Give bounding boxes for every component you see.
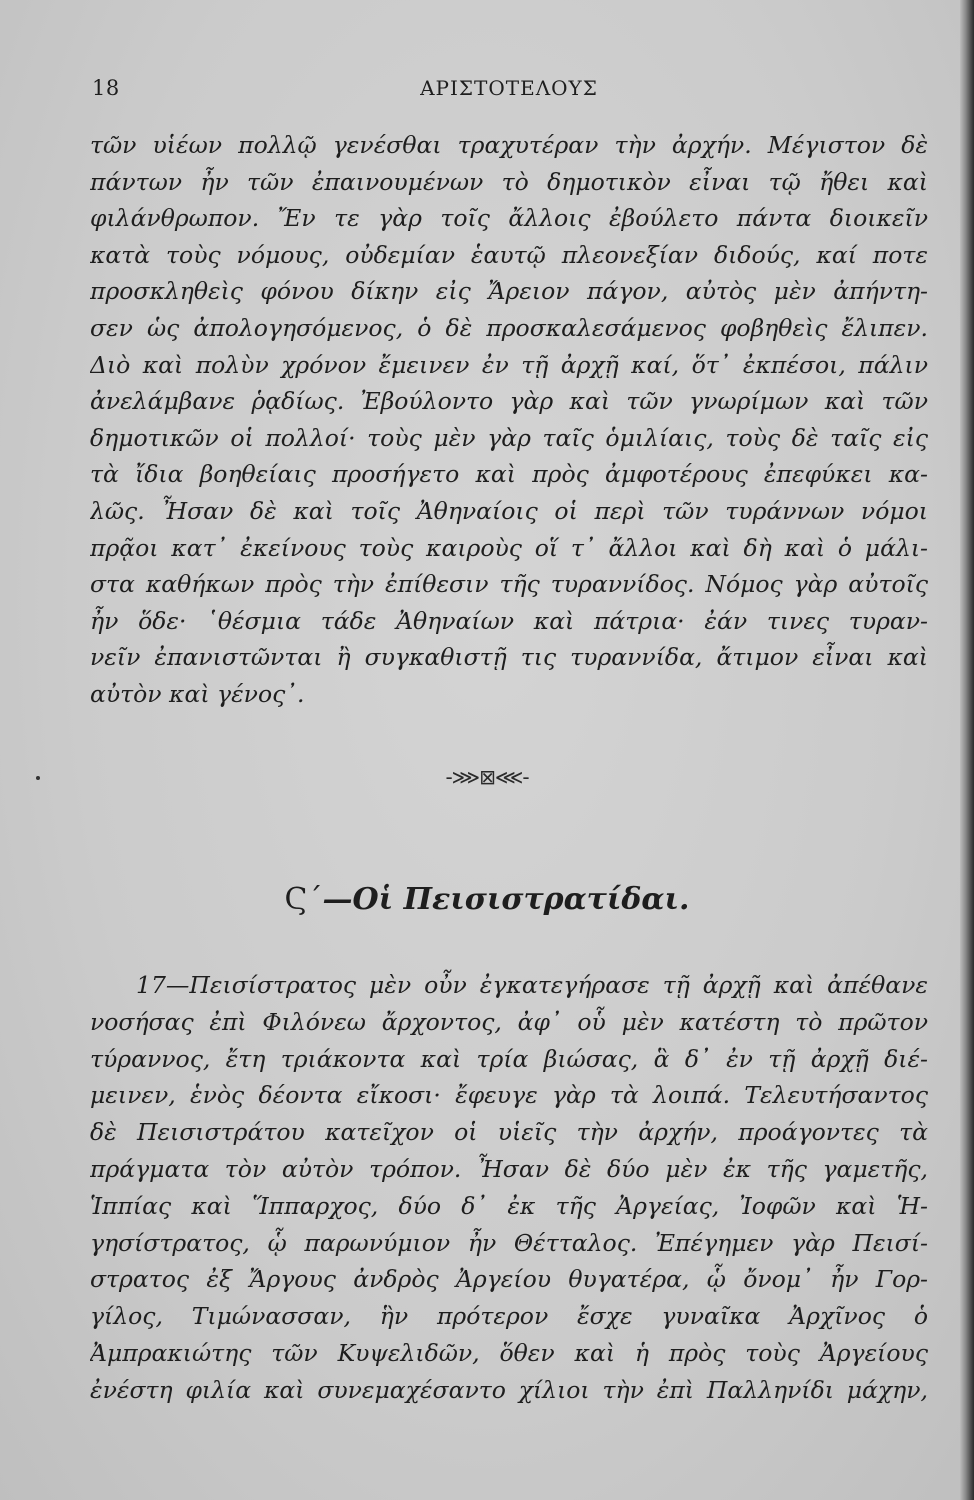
text-line: πάντων ἦν τῶν ἐπαινουμένων τὸ δημοτικὸν εἶναι τῷ ἤθει καὶ: [90, 167, 928, 196]
text-line: νοσήσας ἐπὶ Φιλόνεω ἄρχοντος, ἀφ᾽ οὗ μὲν κατέστη τὸ πρῶτον: [90, 1007, 928, 1036]
text-line: πρᾷοι κατ᾽ ἐκείνους τοὺς καιροὺς οἵ τ᾽ ἄλλοι καὶ δὴ καὶ ὁ μάλι-: [90, 533, 928, 562]
text-line: Ἱππίας καὶ Ἵππαρχος, δύο δ᾽ ἐκ τῆς Ἀργείας, Ἰοφῶν καὶ Ἡ-: [90, 1191, 928, 1220]
page-number: 18: [92, 76, 120, 100]
ornament-divider: -⋙⊠⋘-: [445, 765, 529, 789]
text-line: τὰ ἴδια βοηθείαις προσήγετο καὶ πρὸς ἀμφοτέρους ἐπεφύκει κα-: [90, 460, 928, 489]
running-title: ΑΡΙΣΤΟΤΕΛΟΥΣ: [420, 76, 598, 100]
text-line: ἀνελάμβανε ῥᾳδίως. Ἐβούλοντο γὰρ καὶ τῶν γνωρίμων καὶ τῶν: [90, 387, 928, 416]
text-line: Ἀμπρακιώτης τῶν Κυψελιδῶν, ὅθεν καὶ ἡ πρὸς τοὺς Ἀργείους: [90, 1338, 928, 1367]
text-line: Διὸ καὶ πολὺν χρόνον ἔμεινεν ἐν τῇ ἀρχῇ καί, ὅτ᾽ ἐκπέσοι, πάλιν: [90, 350, 928, 379]
paragraph-2: [90, 967, 928, 1409]
text-line: δημοτικῶν οἱ πολλοί· τοὺς μὲν γὰρ ταῖς ὁμιλίαις, τοὺς δὲ ταῖς εἰς: [90, 423, 928, 452]
section-title: Οἱ Πεισιστρατίδαι.: [352, 882, 690, 917]
section-numeral: Ϛ´: [284, 882, 323, 917]
text-line: στα καθήκων πρὸς τὴν ἐπίθεσιν τῆς τυραννίδος. Νόμος γὰρ αὐτοῖς: [90, 570, 928, 599]
text-line: δὲ Πεισιστράτου κατεῖχον οἱ υἱεῖς τὴν ἀρχήν, προάγοντες τὰ: [90, 1118, 928, 1147]
text-line: ἦν ὅδε· ῾θέσμια τάδε Ἀθηναίων καὶ πάτρια· ἐάν τινες τυραν-: [90, 606, 928, 635]
text-line: νεῖν ἐπανιστῶνται ἢ συγκαθιστῇ τις τυραννίδα, ἄτιμον εἶναι καὶ: [90, 643, 928, 672]
section-dash: —: [322, 882, 353, 917]
text-line: γίλος, Τιμώνασσαν, ἣν πρότερον ἔσχε γυναῖκα Ἀρχῖνος ὁ: [90, 1302, 928, 1331]
page-header: [92, 76, 926, 108]
section-heading: [0, 882, 974, 917]
text-line: σεν ὡς ἀπολογησόμενος, ὁ δὲ προσκαλεσάμενος φοβηθεὶς ἔλιπεν.: [90, 313, 928, 342]
text-line: 17—Πεισίστρατος μὲν οὖν ἐγκατεγήρασε τῇ ἀρχῇ καὶ ἀπέθανε: [136, 971, 928, 999]
text-line: γησίστρατος, ᾧ παρωνύμιον ἦν Θέτταλος. Ἐπέγημεν γὰρ Πεισί-: [90, 1228, 928, 1257]
text-line: τῶν υἱέων πολλῷ γενέσθαι τραχυτέραν τὴν ἀρχήν. Μέγιστον δὲ: [90, 131, 928, 159]
page-edge-shadow: [960, 0, 974, 1500]
text-line: πράγματα τὸν αὐτὸν τρόπον. Ἦσαν δὲ δύο μὲν ἐκ τῆς γαμετῆς,: [90, 1154, 928, 1183]
text-line: τύραννος, ἔτη τριάκοντα καὶ τρία βιώσας, ἃ δ᾽ ἐν τῇ ἀρχῇ διέ-: [90, 1044, 928, 1073]
text-line: κατὰ τοὺς νόμους, οὐδεμίαν ἑαυτῷ πλεονεξίαν διδούς, καί ποτε: [90, 240, 928, 269]
text-line: προσκληθεὶς φόνου δίκην εἰς Ἄρειον πάγον, αὐτὸς μὲν ἀπήντη-: [90, 277, 928, 306]
paragraph-1: [90, 127, 928, 713]
text-line: αὐτὸν καὶ γένος᾽.: [90, 679, 305, 708]
text-line: ἐνέστη φιλία καὶ συνεμαχέσαντο χίλιοι τὴν ἐπὶ Παλληνίδι μάχην,: [90, 1375, 928, 1404]
text-line: λῶς. Ἦσαν δὲ καὶ τοῖς Ἀθηναίοις οἱ περὶ τῶν τυράννων νόμοι: [90, 496, 928, 525]
text-line: φιλάνθρωπον. Ἔν τε γὰρ τοῖς ἄλλοις ἐβούλετο πάντα διοικεῖν: [90, 204, 928, 233]
text-line: μεινεν, ἑνὸς δέοντα εἴκοσι· ἔφευγε γὰρ τὰ λοιπά. Τελευτήσαντος: [90, 1081, 928, 1110]
text-line: στρατος ἐξ Ἄργους ἀνδρὸς Ἀργείου θυγατέρα, ᾧ ὄνομ᾽ ἦν Γορ-: [90, 1265, 928, 1294]
